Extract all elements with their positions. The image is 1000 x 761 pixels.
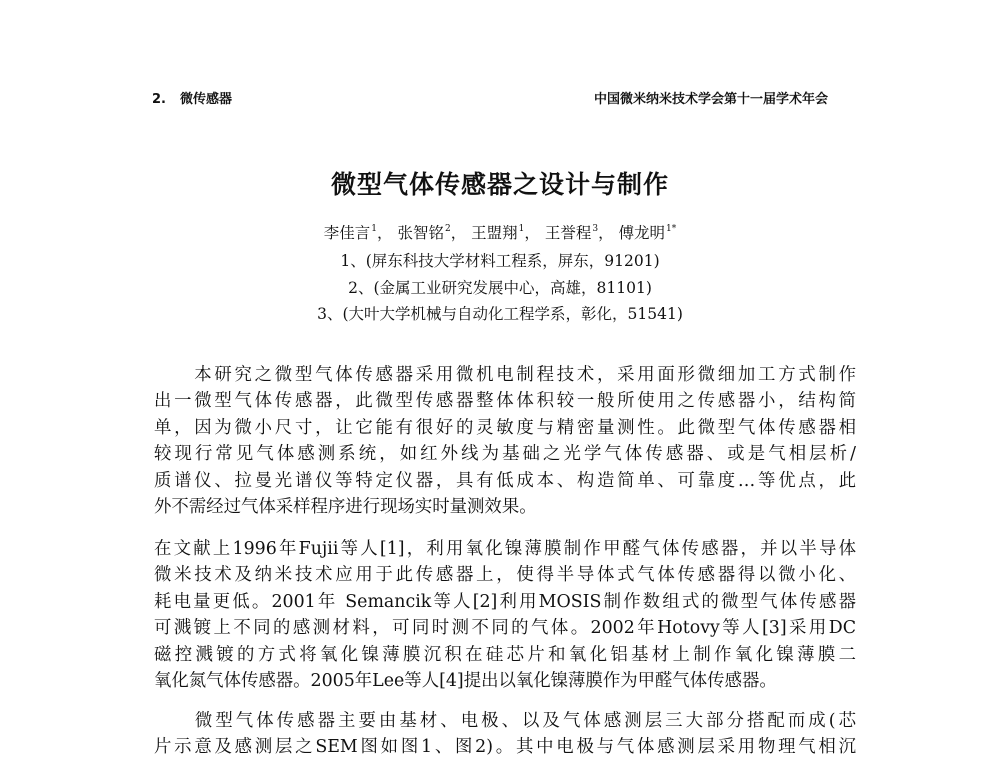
running-header-conference: 中国微米纳米技术学会第十一届学术年会 (593, 92, 828, 107)
author-name: 李佳言 (323, 224, 371, 242)
author-affiliation-mark: 1* (666, 224, 677, 234)
text-line: 片示意及感测层之SEM图如图1、图2)。其中电极与气体感测层采用物理气相沉 (154, 737, 856, 758)
text-line: 外不需经过气体采样程序进行现场实时量测效果。 (154, 496, 537, 517)
affiliation-2: 2、(金属工业研究发展中心，高雄，81101) (348, 279, 652, 297)
text-line: 可溅镀上不同的感测材料，可同时测不同的气体。2002年Hotovy等人[3]采用DC (154, 618, 856, 639)
section-title: 微传感器 (179, 92, 232, 107)
paragraph-abstract (154, 362, 856, 520)
paragraph-structure (154, 708, 856, 761)
paragraph-literature (154, 536, 856, 694)
section-number: 2. (152, 92, 166, 107)
author-affiliation-mark: 1 (518, 224, 525, 234)
text-line: 本研究之微型气体传感器采用微机电制程技术，采用面形微细加工方式制作 (154, 365, 856, 385)
author-affiliation-mark: 3 (592, 224, 599, 234)
author-affiliation-mark: 2 (444, 224, 451, 234)
text-line: 质谱仪、拉曼光谱仪等特定仪器，具有低成本、构造简单、可靠度…等优点，此 (154, 470, 856, 491)
paper-title: 微型气体传感器之设计与制作 (330, 170, 669, 199)
text-line: 磁控溅镀的方式将氧化镍薄膜沉积在硅芯片和氧化铝基材上制作氧化镍薄膜二 (154, 644, 856, 665)
author-list: 李佳言$^1$， 张智铭$^2$， 王盟翔$^1$， 王誉程$^3$， 傅龙明$^{1*}$ (323, 224, 677, 242)
text-line: 微米技术及纳米技术应用于此传感器上，使得半导体式气体传感器得以微小化、 (154, 565, 856, 586)
author-name: 张智铭 (397, 224, 444, 242)
author-affiliation-mark: 1 (371, 224, 377, 234)
text-line: 单，因为微小尺寸，让它能有很好的灵敏度与精密量测性。此微型气体传感器相 (154, 417, 856, 438)
affiliation-1: 1、(屏东科技大学材料工程系，屏东，91201) (340, 252, 660, 270)
text-line: 微型气体传感器主要由基材、电极、以及气体感测层三大部分搭配而成(芯 (154, 711, 856, 731)
author-name: 王盟翔 (471, 224, 518, 242)
text-line: 较现行常见气体感测系统，如红外线为基础之光学气体传感器、或是气相层析/ (154, 444, 856, 465)
text-line: 耗电量更低。2001年 Semancik等人[2]利用MOSIS制作数组式的微型气体传感器 (154, 591, 856, 612)
text-line: 氧化氮气体传感器。2005年Lee等人[4]提出以氧化镍薄膜作为甲醛气体传感器。 (154, 670, 777, 691)
affiliation-3: 3、(大叶大学机械与自动化工程学系，彰化，51541) (317, 305, 683, 323)
author-name: 傅龙明 (618, 224, 666, 242)
author-name: 王誉程 (544, 224, 592, 242)
running-header-section (152, 88, 232, 107)
text-line: 出一微型气体传感器，此微型传感器整体体积较一般所使用之传感器小，结构简 (154, 391, 856, 412)
text-line: 在文献上1996年Fujii等人[1]，利用氧化镍薄膜制作甲醛气体传感器，并以半导体 (154, 539, 856, 559)
